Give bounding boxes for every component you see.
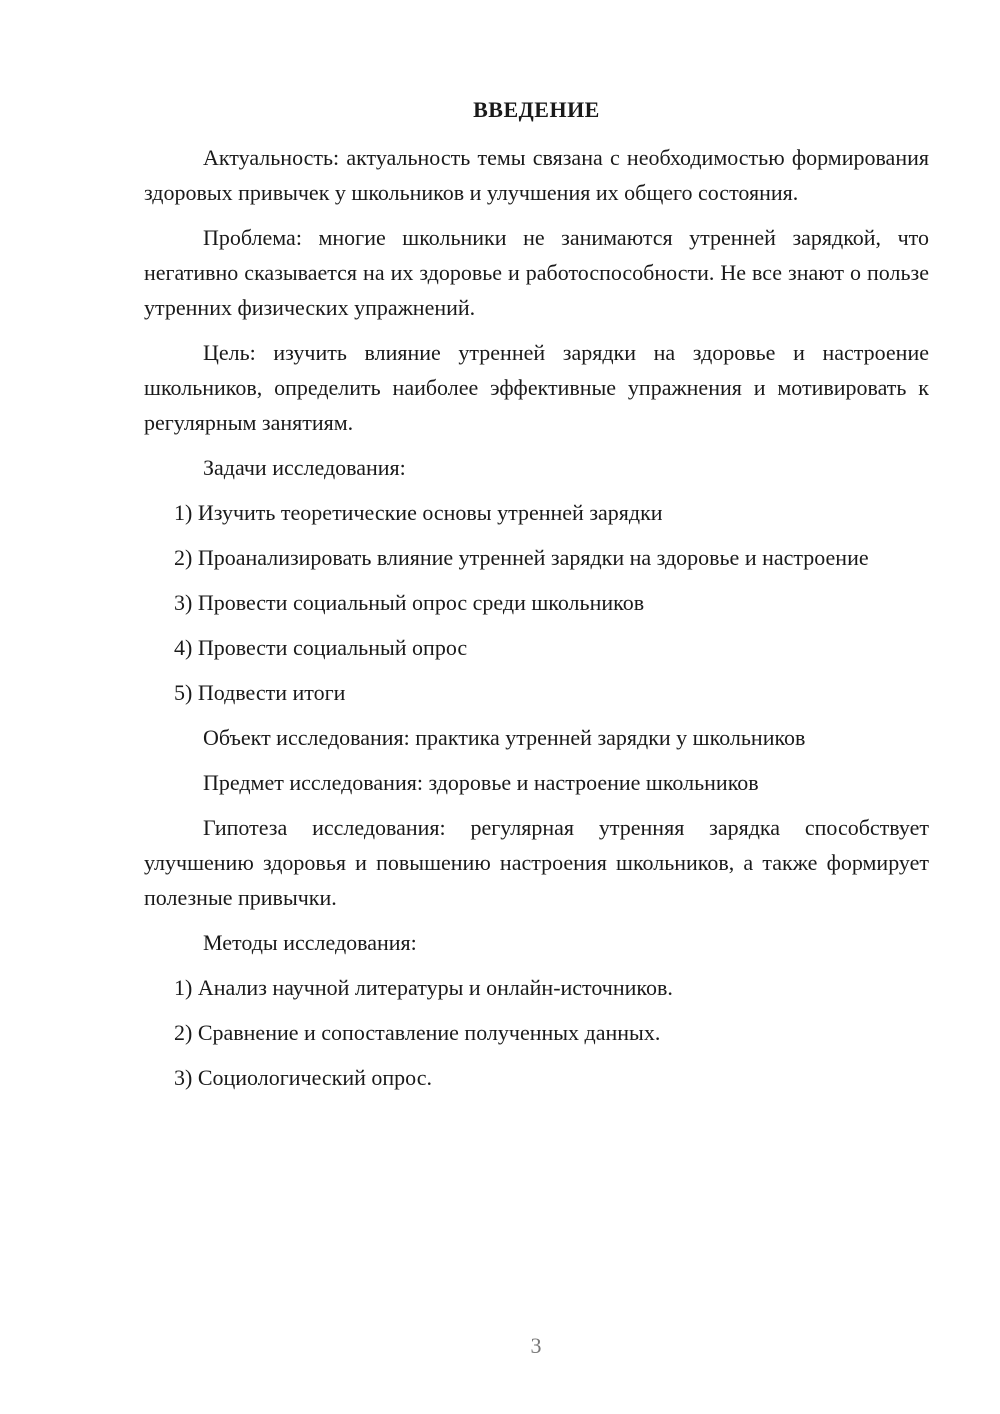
- hypothesis-paragraph: Гипотеза исследования: регулярная утренняя зарядка способствует улучшению здоровья и повышению настроения школьников, а также формирует полезные привычки.: [144, 815, 929, 910]
- problem-paragraph: Проблема: многие школьники не занимаются утренней зарядкой, что негативно сказывается на их здоровье и работоспособности. Не все знают о пользе утренних физических упражнений.: [144, 225, 929, 320]
- method-item: 3) Социологический опрос.: [174, 1065, 432, 1090]
- method-item: 2) Сравнение и сопоставление полученных данных.: [174, 1020, 661, 1045]
- task-item: 3) Провести социальный опрос среди школьников: [174, 590, 645, 615]
- page-content: [144, 95, 929, 1105]
- task-item: 2) Проанализировать влияние утренней зарядки на здоровье и настроение: [174, 545, 869, 570]
- methods-heading: Методы исследования:: [203, 930, 417, 955]
- relevance-paragraph: Актуальность: актуальность темы связана с необходимостью формирования здоровых привычек у школьников и улучшения их общего состояния.: [144, 145, 929, 205]
- goal-paragraph: Цель: изучить влияние утренней зарядки на здоровье и настроение школьников, определить наиболее эффективные упражнения и мотивировать к регулярным занятиям.: [144, 340, 929, 435]
- subject-paragraph: Предмет исследования: здоровье и настроение школьников: [203, 770, 759, 795]
- object-paragraph: Объект исследования: практика утренней зарядки у школьников: [203, 725, 806, 750]
- task-item: 5) Подвести итоги: [174, 680, 346, 705]
- task-item: 1) Изучить теоретические основы утренней зарядки: [174, 500, 663, 525]
- page-title: ВВЕДЕНИЕ: [473, 97, 600, 122]
- tasks-heading: Задачи исследования:: [203, 455, 406, 480]
- task-item: 4) Провести социальный опрос: [174, 635, 468, 660]
- method-item: 1) Анализ научной литературы и онлайн-источников.: [174, 975, 673, 1000]
- page-number: 3: [530, 1333, 542, 1358]
